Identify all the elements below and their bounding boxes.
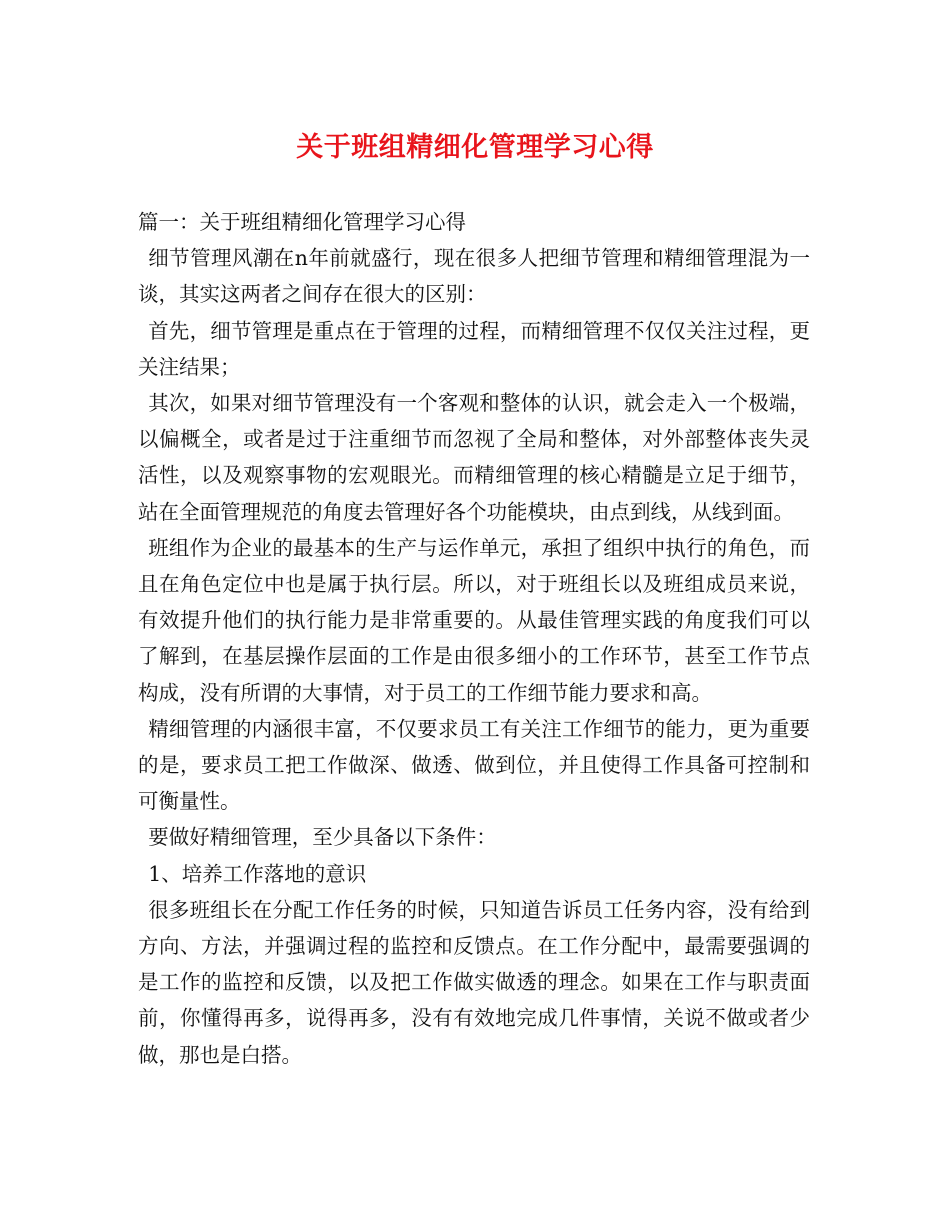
document-body: [138, 204, 810, 1073]
body-paragraph: 细节管理风潮在n年前就盛行，现在很多人把细节管理和精细管理混为一谈，其实这两者之间存在很大的区别：: [138, 246, 810, 307]
section-heading: 篇一：关于班组精细化管理学习心得: [138, 210, 466, 234]
body-paragraph: 其次，如果对细节管理没有一个客观和整体的认识，就会走入一个极端，以偏概全，或者是过于注重细节而忽视了全局和整体，对外部整体丧失灵活性，以及观察事物的宏观眼光。而精细管理的核心精髓是立足于细节，站在全面管理规范的角度去管理好各个功能模块，由点到线，从线到面。: [138, 391, 810, 524]
body-paragraph: 精细管理的内涵很丰富，不仅要求员工有关注工作细节的能力，更为重要的是，要求员工把工作做深、做透、做到位，并且使得工作具备可控制和可衡量性。: [138, 716, 810, 814]
body-paragraph: 很多班组长在分配工作任务的时候，只知道告诉员工任务内容，没有给到方向、方法，并强调过程的监控和反馈点。在工作分配中，最需要强调的是工作的监控和反馈，以及把工作做实做透的理念。如果在工作与职责面前，你懂得再多，说得再多，没有有效地完成几件事情，关说不做或者少做，那也是白搭。: [138, 897, 810, 1067]
body-paragraph: 要做好精细管理，至少具备以下条件：: [148, 825, 497, 850]
list-item-heading: 1、培养工作落地的意识: [148, 861, 367, 886]
body-paragraph: 首先，细节管理是重点在于管理的过程，而精细管理不仅仅关注过程，更关注结果；: [138, 318, 810, 379]
body-paragraph: 班组作为企业的最基本的生产与运作单元，承担了组织中执行的角色，而且在角色定位中也是属于执行层。所以，对于班组长以及班组成员来说，有效提升他们的执行能力是非常重要的。从最佳管理实践的角度我们可以了解到，在基层操作层面的工作是由很多细小的工作环节，甚至工作节点构成，没有所谓的大事情，对于员工的工作细节能力要求和高。: [138, 535, 810, 705]
document-title: 关于班组精细化管理学习心得: [296, 132, 654, 163]
